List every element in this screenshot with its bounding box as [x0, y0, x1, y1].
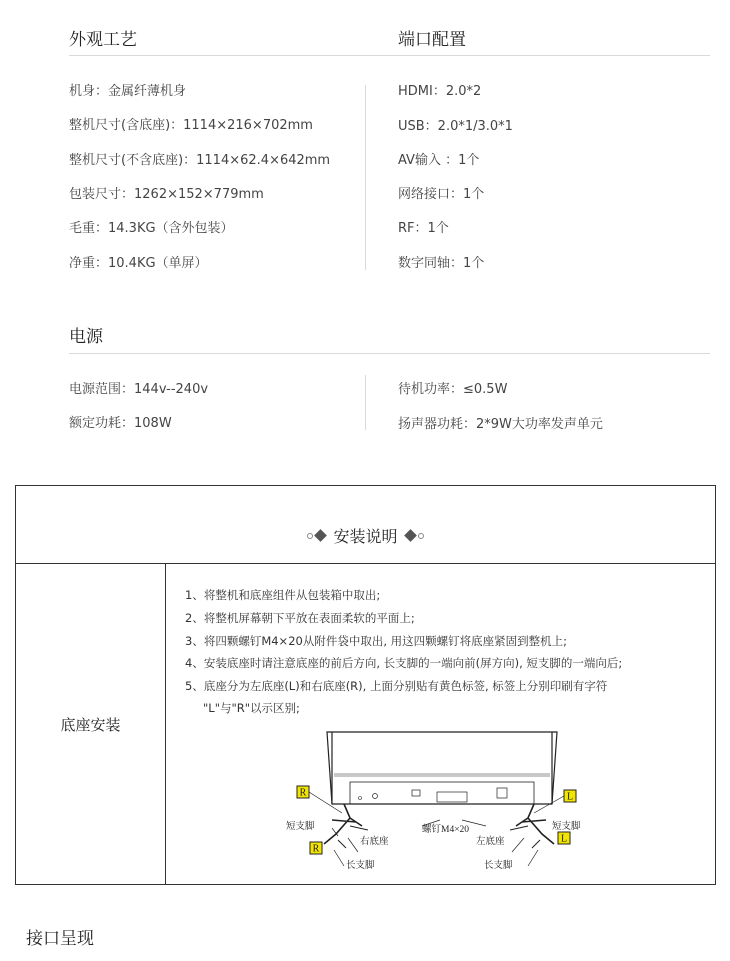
appearance-item: 净重：10.4KG（单屏）: [69, 256, 208, 271]
tag-r-upper-label: R: [299, 787, 307, 799]
screw-label: 螺钉M4×20: [422, 825, 470, 835]
right-base-label: 右底座: [360, 837, 389, 847]
tag-l-lower-label: L: [560, 833, 568, 845]
port-item: HDMI：2.0*2: [398, 84, 482, 99]
install-step: 3、将四颗螺钉M4×20从附件袋中取出, 用这四颗螺钉将底座紧固到整机上;: [185, 634, 568, 648]
tag-r-lower-label: R: [312, 843, 320, 855]
section-divider: [69, 353, 710, 354]
short-foot-left-label: 短支脚: [286, 822, 315, 832]
long-foot-right-label: 长支脚: [484, 861, 513, 871]
base-install-diagram: [272, 718, 602, 878]
power-item: 待机功率：≤0.5W: [398, 382, 508, 397]
install-table: [15, 485, 716, 885]
install-row-label: 底座安装: [16, 564, 166, 884]
appearance-item: 包装尺寸：1262×152×779mm: [69, 187, 264, 202]
ornament-right-icon: [406, 531, 424, 540]
short-foot-right-label: 短支脚: [552, 822, 581, 832]
port-item: AV输入 ：1个: [398, 153, 480, 168]
install-step: "L"与"R"以示区别;: [203, 701, 300, 715]
ports-title: 端口配置: [398, 30, 466, 50]
column-divider: [365, 85, 366, 270]
port-item: RF：1个: [398, 221, 449, 236]
tag-l-upper-label: L: [566, 791, 574, 803]
appearance-item: 整机尺寸(含底座)：1114×216×702mm: [69, 118, 313, 133]
section-divider: [69, 55, 710, 56]
tv-back-outline: [327, 732, 557, 804]
interface-title: 接口呈现: [26, 929, 94, 949]
install-step: 2、将整机屏幕朝下平放在表面柔软的平面上;: [185, 611, 415, 625]
port-item: 数字同轴：1个: [398, 256, 485, 271]
install-title: 安装说明: [333, 527, 398, 546]
left-base-label: 左底座: [476, 837, 505, 847]
ornament-left-icon: [307, 531, 325, 540]
appearance-item: 毛重：14.3KG（含外包装）: [69, 221, 234, 236]
appearance-title: 外观工艺: [69, 30, 137, 50]
install-step: 5、底座分为左底座(L)和右底座(R), 上面分别贴有黄色标签, 标签上分别印刷有字符: [185, 679, 608, 693]
install-step: 4、安装底座时请注意底座的前后方向, 长支脚的一端向前(屏方向), 短支脚的一端向后;: [185, 656, 623, 670]
appearance-item: 机身：金属纤薄机身: [69, 84, 187, 99]
stand-right: [510, 804, 554, 848]
install-header: [16, 486, 715, 564]
power-item: 扬声器功耗：2*9W大功率发声单元: [398, 417, 603, 432]
long-foot-left-label: 长支脚: [346, 861, 375, 871]
install-step: 1、将整机和底座组件从包装箱中取出;: [185, 588, 381, 602]
power-item: 电源范围：144v--240v: [69, 382, 209, 397]
port-item: USB：2.0*1/3.0*1: [398, 119, 513, 134]
power-item: 额定功耗：108W: [69, 416, 172, 431]
column-divider: [365, 375, 366, 430]
power-title: 电源: [69, 327, 103, 347]
appearance-item: 整机尺寸(不含底座)：1114×62.4×642mm: [69, 153, 331, 168]
port-item: 网络接口：1个: [398, 187, 485, 202]
